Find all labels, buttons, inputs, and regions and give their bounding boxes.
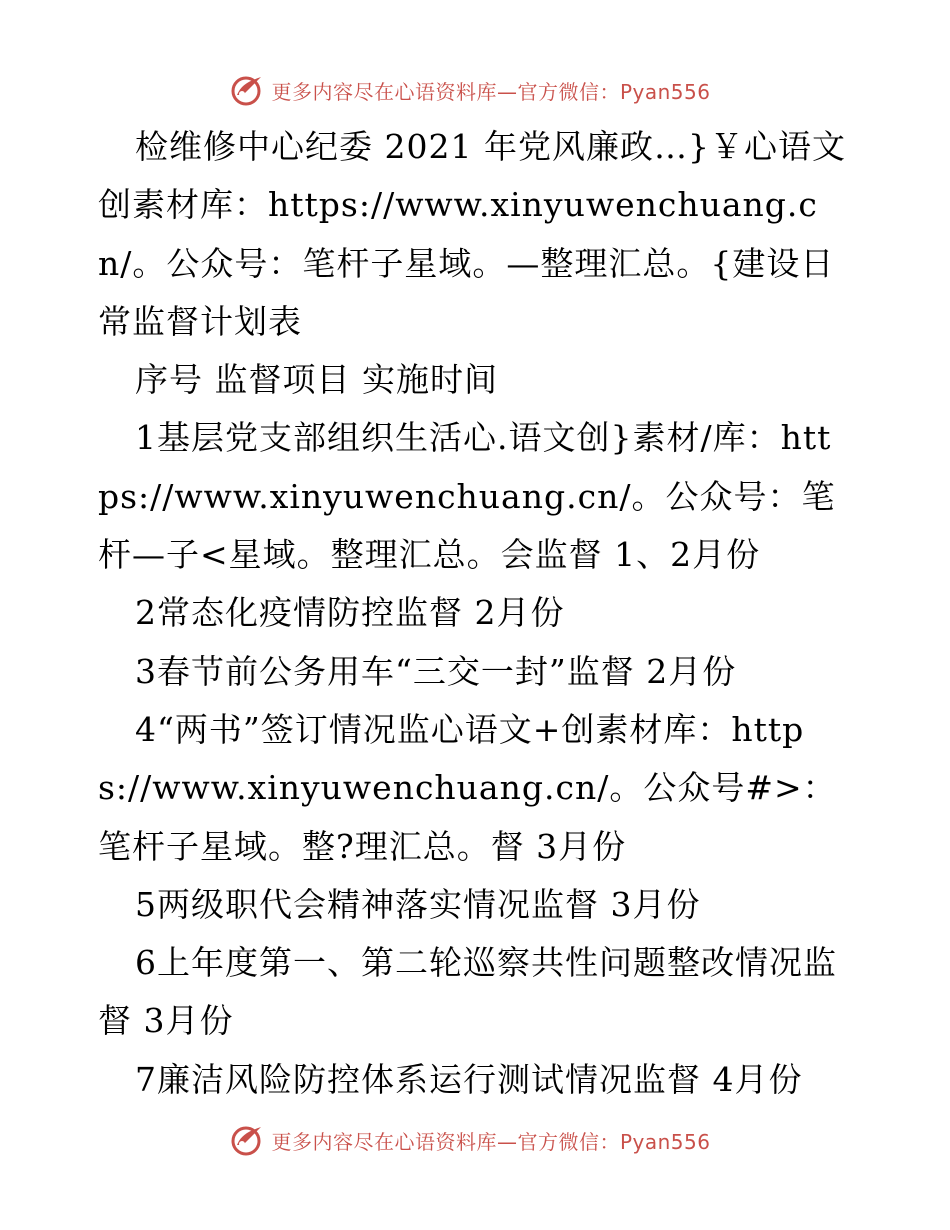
brush-logo-icon xyxy=(231,1123,265,1157)
footer-banner xyxy=(0,1120,950,1160)
paragraph-item-6: 6上年度第一、第二轮巡察共性问题整改情况监督 3月份 xyxy=(98,943,837,1041)
paragraph-item-4: 4“两书”签订情况监心语文+创素材库：https://www.xinyuwenchuang.cn/。公众号#>：笔杆子星域。整?理汇总。督 3月份 xyxy=(98,709,837,866)
paragraph-table-header: 序号 监督项目 实施时间 xyxy=(135,360,498,400)
paragraph-item-1: 1基层党支部组织生活心.语文创}素材/库：https://www.xinyuwenchuang.cn/。公众号：笔杆—子<星域。整理汇总。会监督 1、2月份 xyxy=(98,418,836,575)
banner-text: 更多内容尽在心语资料库—官方微信：Pyan556 xyxy=(271,1129,711,1154)
document-body xyxy=(98,118,850,1109)
paragraph-item-7: 7廉洁风险防控体系运行测试情况监督 4月份 xyxy=(135,1059,803,1099)
paragraph-item-3: 3春节前公务用车“三交一封”监督 2月份 xyxy=(135,651,737,691)
paragraph-item-2: 2常态化疫情防控监督 2月份 xyxy=(135,593,565,633)
paragraph-title: 检维修中心纪委 2021 年党风廉政…}￥心语文创素材库：https://www.xinyuwenchuang.cn/。公众号：笔杆子星域。—整理汇总。{建设日常监督计划表 xyxy=(98,127,846,341)
paragraph-item-5: 5两级职代会精神落实情况监督 3月份 xyxy=(135,884,701,924)
header-banner xyxy=(0,70,950,110)
banner-text: 更多内容尽在心语资料库—官方微信：Pyan556 xyxy=(271,79,711,104)
brush-logo-icon xyxy=(231,73,265,107)
